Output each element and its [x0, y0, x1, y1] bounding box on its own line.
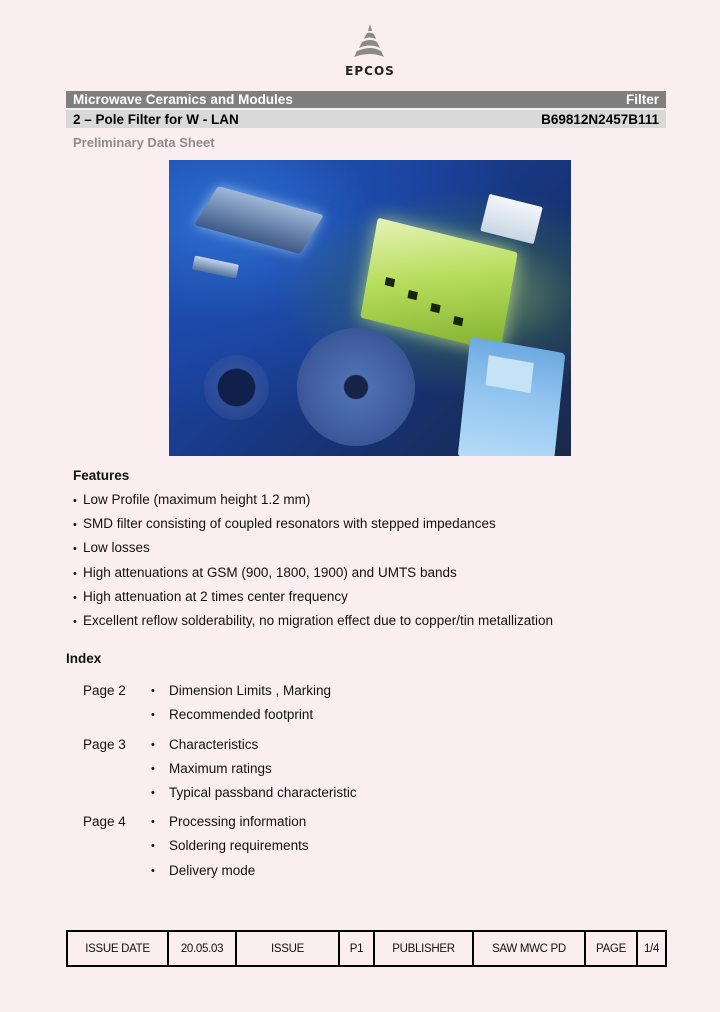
category-label: Microwave Ceramics and Modules: [73, 92, 293, 107]
index-item: Recommended footprint: [169, 707, 314, 722]
feature-item: • Excellent reflow solderability, no migration effect due to copper/tin metallization: [73, 613, 553, 628]
bullet: •: [151, 763, 155, 775]
feature-item: • SMD filter consisting of coupled resonators with stepped impedances: [73, 516, 496, 531]
issue-info-table: [66, 930, 667, 967]
features-heading: Features: [73, 468, 130, 483]
feature-item: • High attenuation at 2 times center frequency: [73, 589, 348, 604]
bullet: •: [151, 739, 155, 751]
ceramic-resonator-ring-image: [297, 328, 415, 446]
bullet: •: [73, 495, 77, 507]
bullet: •: [73, 543, 77, 555]
feature-item: • Low losses: [73, 540, 150, 555]
smd-component-image: [194, 186, 324, 254]
type-label: Filter: [625, 92, 659, 107]
white-component-image: [480, 194, 543, 244]
index-page-label: Page 2: [83, 683, 126, 698]
index-page-label: Page 3: [83, 737, 126, 752]
index-item: Delivery mode: [169, 863, 256, 878]
index-item: Typical passband characteristic: [169, 785, 357, 800]
publisher-label: PUBLISHER: [375, 932, 474, 965]
filter-module-image: [360, 218, 518, 353]
bullet: •: [151, 865, 155, 877]
index-page-label: Page 4: [83, 814, 126, 829]
bullet: •: [151, 840, 155, 852]
feature-item: • Low Profile (maximum height 1.2 mm): [73, 492, 311, 507]
page-value: 1/4: [643, 942, 660, 955]
issue-label: ISSUE: [237, 932, 340, 965]
bullet: •: [151, 787, 155, 799]
feature-item: • High attenuations at GSM (900, 1800, 1900) and UMTS bands: [73, 565, 457, 580]
product-bar: [66, 110, 666, 128]
bullet: •: [73, 616, 77, 628]
bullet: •: [151, 816, 155, 828]
index-item: Characteristics: [169, 737, 259, 752]
part-number: B69812N2457B111: [541, 111, 659, 127]
bullet: •: [73, 519, 77, 531]
product-title: 2 – Pole Filter for W - LAN: [73, 111, 239, 127]
issue-date-value: 20.05.03: [169, 932, 237, 965]
issue-date-label: ISSUE DATE: [68, 932, 169, 965]
bullet: •: [73, 592, 77, 604]
issue-value: P1: [340, 932, 375, 965]
logo-text: EPCOS: [345, 64, 395, 78]
small-chip-image: [192, 255, 239, 278]
index-item: Processing information: [169, 814, 307, 829]
page-label: PAGE: [586, 932, 638, 965]
index-item: Maximum ratings: [169, 761, 272, 776]
document-subtitle: Preliminary Data Sheet: [73, 135, 215, 150]
index-heading: Index: [66, 651, 102, 666]
bullet: •: [73, 568, 77, 580]
publisher-value: SAW MWC PD: [474, 932, 586, 965]
bullet: •: [151, 709, 155, 721]
index-item: Soldering requirements: [169, 838, 309, 853]
epcos-triangle-logo-icon: [350, 22, 390, 60]
product-collage-image: [169, 160, 571, 456]
index-item: Dimension Limits , Marking: [169, 683, 332, 698]
bullet: •: [151, 685, 155, 697]
ceramic-ring-shadow-image: [204, 355, 269, 420]
blue-resonator-image: [458, 337, 566, 456]
category-bar: [66, 91, 666, 108]
epcos-logo: [335, 22, 405, 80]
